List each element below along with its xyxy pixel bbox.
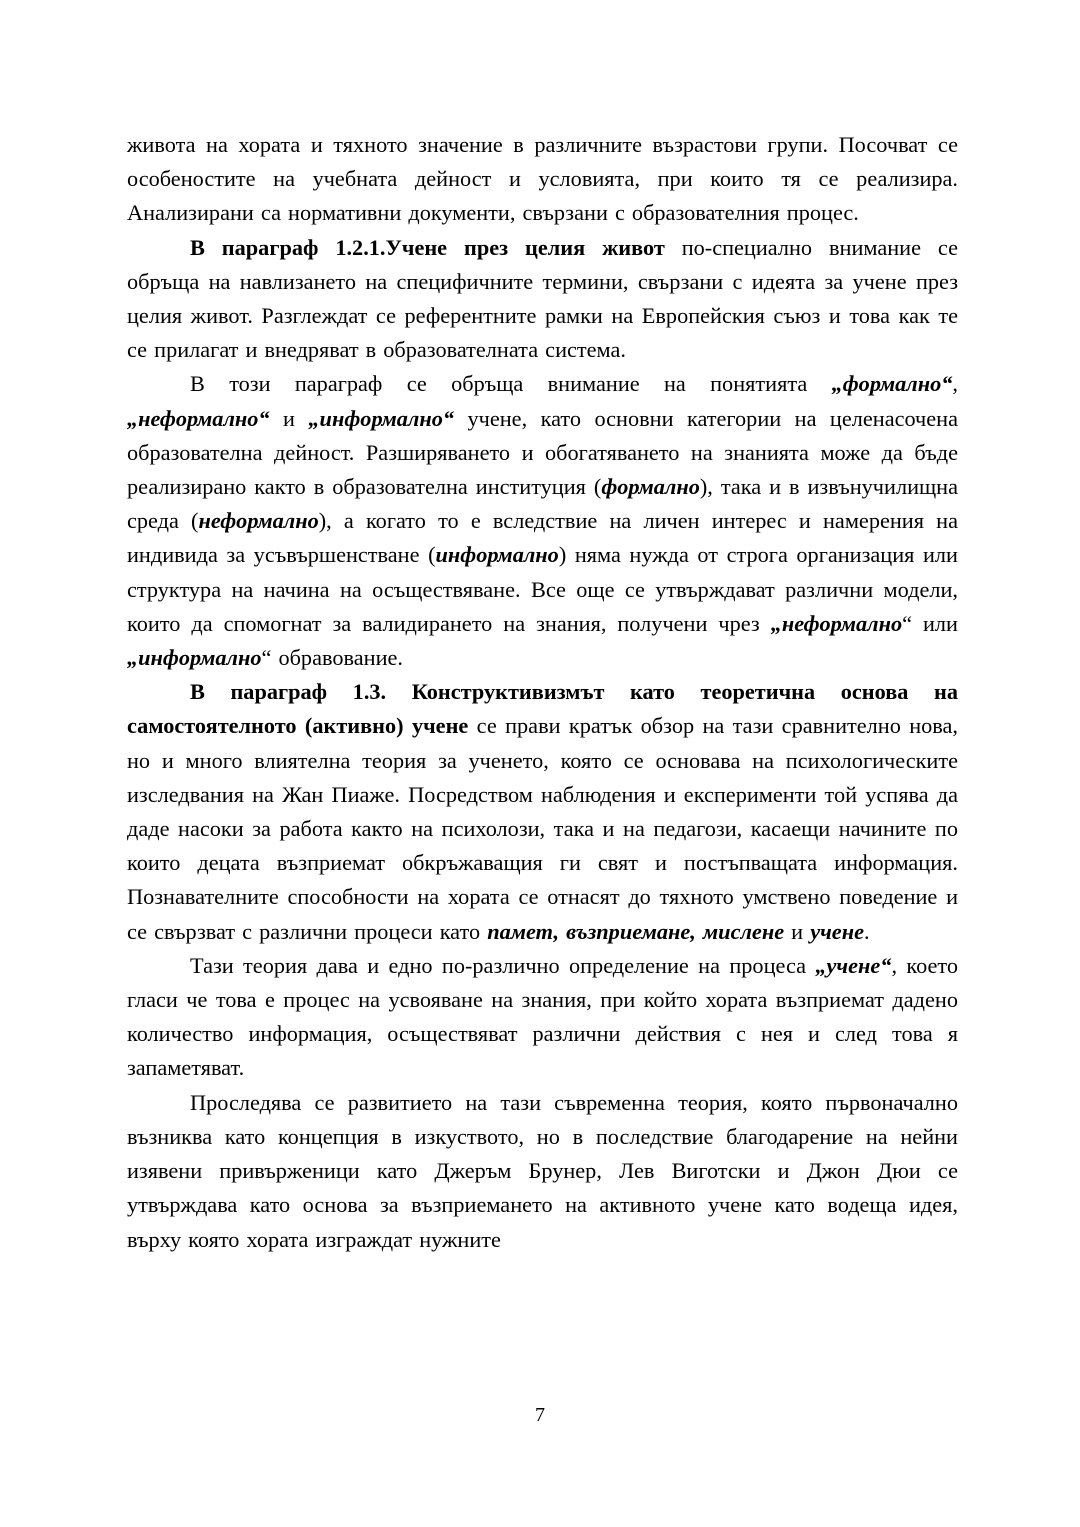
text-run: Тази теория дава и едно по-различно определение на процеса: [190, 952, 816, 978]
text-run: ), така и в извънучилищна среда (: [127, 474, 959, 534]
text-run-emphasis: „неформално: [770, 610, 903, 636]
paragraph: [127, 1086, 958, 1257]
text-run-emphasis: неформално: [198, 508, 319, 534]
text-run-emphasis: формално: [601, 474, 700, 500]
text-run: В този параграф се обръща внимание на понятията: [190, 371, 832, 397]
text-run-emphasis: „информално: [127, 645, 262, 671]
text-run: учене, като основни категории на целенасочена образователна дейност. Разширяването и обогатяването на знанията може да бъде реализирано както в образователна институция (: [127, 405, 958, 500]
document-body: [127, 128, 958, 1257]
text-run: “ обравование.: [261, 645, 403, 671]
text-run: .: [863, 918, 870, 944]
text-run-emphasis: „неформално“: [127, 405, 270, 431]
text-run-emphasis: учене: [810, 918, 864, 944]
text-run-emphasis: „формално“: [831, 371, 953, 397]
text-run: ), а когато то е вследствие на личен интерес и намерения на индивида за усъвършенстване (: [127, 508, 958, 568]
text-run: ) няма нужда от строга организация или структура на начина на осъществяване. Все още се утвърждават различни модели, които да спомогнат за валидирането на знания, получени чрез: [127, 542, 958, 636]
paragraph: [127, 949, 958, 1086]
text-run: ,: [952, 371, 958, 397]
text-run: и: [784, 918, 811, 944]
paragraph: [127, 675, 958, 949]
paragraph: [127, 367, 958, 675]
text-run: по-специално внимание се обръща на навлизането на специфичните термини, свързани с идеята за учене през целия живот. Разглеждат се референтните рамки на Европейския съюз и това как те се прилагат и внедряват в образователната система.: [127, 234, 958, 363]
text-run-emphasis: В параграф 1.2.1.Учене през целия живот: [190, 234, 665, 260]
text-run-emphasis: информално: [435, 542, 559, 568]
text-run: “ или: [902, 610, 958, 636]
text-run-emphasis: „информално“: [308, 405, 455, 431]
text-run-emphasis: „учене“: [815, 952, 892, 978]
page-number: 7: [535, 1404, 545, 1426]
text-run: живота на хората и тяхното значение в различните възрастови групи. Посочват се особеностите на учебната дейност и условията, при които тя се реализира. Анализирани са нормативни документи, свързани с образователния процес.: [127, 132, 958, 226]
text-run: , което гласи че това е процес на усвояване на знания, при който хората възприемат дадено количество информация, осъществяват различни действия с нея и след това я запаметяват.: [127, 952, 959, 1081]
paragraph: [127, 231, 958, 368]
paragraph: [127, 128, 958, 231]
text-run-emphasis: памет, възприемане, мислене: [487, 918, 785, 944]
text-run: се прави кратък обзор на тази сравнително нова, но и много влиятелна теория за ученето, която се основава на психологическите изследвания на Жан Пиаже. Посредством наблюдения и експерименти той успява да даде насоки за работа както на психолози, така и на педагози, касаещи начините по които децата възприемат обкръжаващия ги свят и постъпващата информация. Познавателните способности на хората се отнасят до тяхното умствено поведение и се свързват с различни процеси като: [127, 713, 958, 944]
text-run: и: [269, 405, 309, 431]
text-run-emphasis: В параграф 1.3. Конструктивизмът като теоретична основа на самостоятелното (активно) учене: [127, 679, 958, 739]
text-run: Проследява се развитието на тази съвременна теория, която първоначално възниква като концепция в изкуството, но в последствие благодарение на нейни изявени привърженици като Джеръм Брунер, Лев Виготски и Джон Дюи се утвърждава като основа за възприемането на активното учене като водеща идея, върху която хората изграждат нужните: [127, 1089, 958, 1252]
